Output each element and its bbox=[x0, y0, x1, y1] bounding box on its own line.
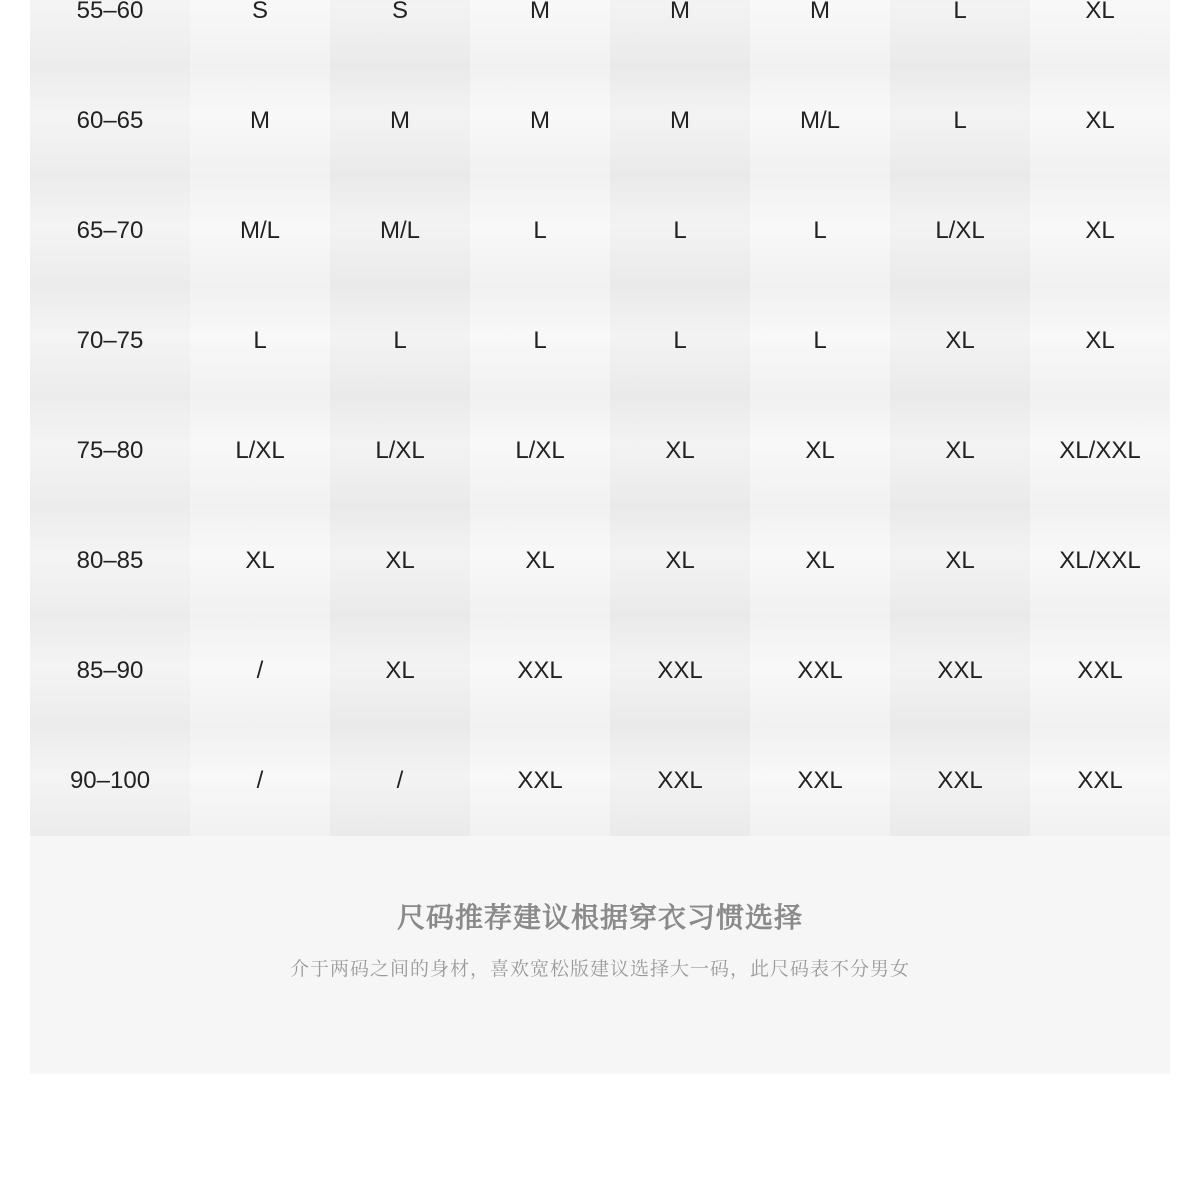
size-cell: L bbox=[890, 66, 1030, 176]
size-cell: L bbox=[190, 286, 330, 396]
size-cell: XL bbox=[750, 396, 890, 506]
weight-cell: 55–60 bbox=[30, 0, 190, 66]
size-cell: XL bbox=[1030, 0, 1170, 66]
size-cell: M bbox=[750, 0, 890, 66]
size-cell: XL bbox=[890, 396, 1030, 506]
size-cell: XL bbox=[610, 506, 750, 616]
size-cell: XXL bbox=[1030, 616, 1170, 726]
table-row bbox=[30, 616, 1170, 726]
weight-cell: 90–100 bbox=[30, 726, 190, 836]
size-cell: XL bbox=[1030, 66, 1170, 176]
weight-cell: 65–70 bbox=[30, 176, 190, 286]
size-cell: XXL bbox=[890, 726, 1030, 836]
table-row bbox=[30, 286, 1170, 396]
size-cell: XXL bbox=[470, 726, 610, 836]
size-cell: XXL bbox=[610, 616, 750, 726]
size-cell: S bbox=[330, 0, 470, 66]
size-cell: / bbox=[330, 726, 470, 836]
size-cell: M bbox=[470, 0, 610, 66]
size-cell: XL bbox=[330, 506, 470, 616]
size-cell: XL bbox=[330, 616, 470, 726]
size-cell: L bbox=[470, 176, 610, 286]
weight-cell: 75–80 bbox=[30, 396, 190, 506]
note-title: 尺码推荐建议根据穿衣习惯选择 bbox=[396, 902, 803, 933]
size-cell: XXL bbox=[890, 616, 1030, 726]
weight-cell: 85–90 bbox=[30, 616, 190, 726]
size-cell: XL bbox=[190, 506, 330, 616]
size-cell: M/L bbox=[330, 176, 470, 286]
size-cell: XL bbox=[890, 286, 1030, 396]
table-row bbox=[30, 506, 1170, 616]
size-cell: XXL bbox=[610, 726, 750, 836]
size-cell: XL bbox=[890, 506, 1030, 616]
size-cell: XL/XXL bbox=[1030, 506, 1170, 616]
size-cell: M bbox=[610, 0, 750, 66]
size-cell: M bbox=[610, 66, 750, 176]
table-row bbox=[30, 176, 1170, 286]
size-cell: XXL bbox=[1030, 726, 1170, 836]
size-cell: M bbox=[330, 66, 470, 176]
table-row bbox=[30, 0, 1170, 66]
size-cell: XL bbox=[610, 396, 750, 506]
table-row bbox=[30, 396, 1170, 506]
size-cell: XL bbox=[1030, 286, 1170, 396]
size-cell: M/L bbox=[750, 66, 890, 176]
size-cell: L bbox=[750, 176, 890, 286]
size-cell: L/XL bbox=[330, 396, 470, 506]
size-cell: XL bbox=[1030, 176, 1170, 286]
size-cell: L/XL bbox=[190, 396, 330, 506]
size-cell: XL bbox=[750, 506, 890, 616]
weight-cell: 60–65 bbox=[30, 66, 190, 176]
size-cell: M bbox=[190, 66, 330, 176]
size-note-panel bbox=[30, 836, 1170, 1074]
weight-cell: 70–75 bbox=[30, 286, 190, 396]
size-cell: M/L bbox=[190, 176, 330, 286]
size-cell: L bbox=[610, 286, 750, 396]
size-table bbox=[30, 0, 1170, 836]
size-cell: L/XL bbox=[890, 176, 1030, 286]
weight-cell: 80–85 bbox=[30, 506, 190, 616]
size-cell: / bbox=[190, 616, 330, 726]
table-row bbox=[30, 66, 1170, 176]
size-cell: M bbox=[470, 66, 610, 176]
size-cell: L bbox=[750, 286, 890, 396]
size-cell: L bbox=[330, 286, 470, 396]
size-cell: XXL bbox=[750, 616, 890, 726]
size-cell: L bbox=[470, 286, 610, 396]
size-cell: XXL bbox=[750, 726, 890, 836]
note-subtitle: 介于两码之间的身材，喜欢宽松版建议选择大一码，此尺码表不分男女 bbox=[289, 959, 910, 980]
size-cell: S bbox=[190, 0, 330, 66]
size-cell: L bbox=[890, 0, 1030, 66]
size-cell: XL/XXL bbox=[1030, 396, 1170, 506]
size-cell: XL bbox=[470, 506, 610, 616]
table-row bbox=[30, 726, 1170, 836]
size-cell: L bbox=[610, 176, 750, 286]
size-cell: L/XL bbox=[470, 396, 610, 506]
size-cell: XXL bbox=[470, 616, 610, 726]
size-cell: / bbox=[190, 726, 330, 836]
